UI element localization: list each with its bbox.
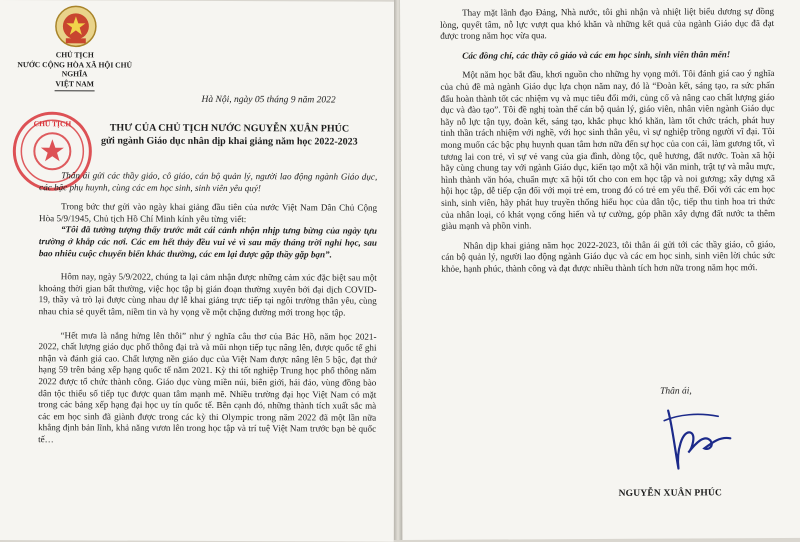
greeting-paragraph: Thân ái gửi các thầy giáo, cô giáo, cán bộ quản lý, người lao động ngành Giáo dục, các bậc phụ huynh, cùng các em học sinh, sinh viên yêu quý! — [39, 170, 378, 193]
signature-name: NGUYỄN XUÂN PHÚC — [618, 488, 723, 499]
letterhead-title: CHỦ TỊCH — [55, 50, 94, 60]
paragraph: Trong bức thư gửi vào ngày khai giảng đầu tiên của nước Việt Nam Dân Chủ Cộng Hòa 5/9/1945, Chủ tịch Hồ Chí Minh kính yêu từng viết: — [39, 201, 378, 224]
right-page — [400, 0, 800, 540]
letterhead — [6, 50, 144, 92]
national-emblem-icon — [54, 4, 98, 48]
letter-title-line1: THƯ CỦA CHỦ TỊCH NƯỚC NGUYỄN XUÂN PHÚC — [109, 122, 350, 135]
letter-title-line2: gửi ngành Giáo dục nhân dịp khai giảng năm học 2022-2023 — [101, 134, 358, 148]
paragraph: Một năm học bắt đầu, khơi nguồn cho những hy vọng mới. Tôi đánh giá cao ý nghĩa của chủ đề mà ngành Giáo dục lựa chọn năm nay, đó là “Đoàn kết, sáng tạo, ra sức phấn đấu hoàn thành tốt các nhiệm vụ và mục tiêu đổi mới, củng cố và nâng cao chất lượng giáo dục và đào tạo”. Tôi đề nghị toàn thể cán bộ quản lý, giáo viên, nhân viên ngành Giáo dục hãy nỗ lực tận tụy, đoàn kết, sáng tạo, khắc phục khó khăn, làm tốt chức trách, phát huy tinh thần trách nhiệm với nghề, với học sinh thân yêu, vì sự nghiệp trồng người vĩ đại. Tôi mong muốn các bậc phụ huynh quan tâm hơn nữa đến sự học của con cái, làm gương tốt, vì tương lai con trẻ, vì sự vẻ vang của gia đình, dòng tộc, quê hương, đất nước. Toàn xã hội hãy cùng chung tay với ngành Giáo dục, kiến tạo một xã hội văn minh, trật tự và mẫu mực, hình thành văn hóa, chuẩn mực xã hội tốt cho con em học tập và noi gương; xây dựng xã hội học tập, dễ tiếp cận đối với mọi trẻ em, trong đó có trẻ em yếu thế. Đối với các em học sinh, sinh viên, hãy phát huy truyền thống hiếu học của dân tộc, tiếp thu tinh hoa tri thức của nhân loại, có khát vọng cống hiến và tự cường, góp phần xây dựng đất nước ta thêm giàu mạnh và phồn vinh. — [440, 68, 776, 231]
letterhead-country: NƯỚC CỘNG HÒA XÃ HỘI CHỦ NGHĨA — [17, 59, 133, 79]
right-body — [440, 6, 775, 275]
letter-title — [79, 122, 379, 148]
paragraph: “Hết mưa là nắng hửng lên thôi” như ý nghĩa câu thơ của Bác Hồ, năm học 2021-2022, chất lượng giáo dục phổ thông đại trà và mũi nhọn tiếp tục nâng lên, được quốc tế ghi nhận và đánh giá cao. Chất lượng nền giáo dục của Việt Nam được nâng lên 5 bậc, đạt thứ hạng 59 trên bảng xếp hạng quốc tế năm 2021. Kỳ thi tốt nghiệp Trung học phổ thông năm 2022 được tổ chức thành công. Giáo dục vùng miền núi, biên giới, hải đảo, vùng đồng bào dân tộc thiểu số tiếp tục được quan tâm mạnh mẽ. Nhiều trường đại học Việt Nam có mặt trong các bảng xếp hạng đại học uy tín quốc tế. Bên cạnh đó, những thành tích xuất sắc mà các em học sinh đã giành được trong các kỳ thi Olympic trong năm 2022 đã một lần nữa khẳng định bản lĩnh, khả năng vươn lên trong học tập và trí tuệ Việt Nam trước bạn bè quốc tế… — [38, 329, 377, 445]
quote-paragraph: “Tôi đã tưởng tượng thấy trước mắt cái cảnh nhộn nhịp tưng bừng của ngày tựu trường ở khắp các nơi. Các em hết thảy đều vui vẻ vì sau mấy tháng trời nghỉ học, sau bao nhiêu cuộc chuyển biến khác thường, các em lại được gặp thầy gặp bạn”. — [38, 224, 378, 260]
salutation-paragraph: Các đồng chí, các thầy cô giáo và các em học sinh, sinh viên thân mến! — [462, 49, 731, 61]
seal-text: CHỦ TỊCH — [33, 119, 72, 129]
paragraph: Nhân dịp khai giảng năm học 2022-2023, tôi thân ái gửi tới các thầy giáo, cô giáo, cán bộ quản lý, người lao động ngành Giáo dục và các em học sinh, sinh viên lời chúc sức khỏe, hạnh phúc, thành công và đạt được nhiều thành tích hơn nữa trong năm học mới. — [441, 238, 776, 274]
closing-text: Thân ái, — [660, 386, 692, 397]
paragraph: Hôm nay, ngày 5/9/2022, chúng ta lại cảm nhận được những cảm xúc đặc biệt sau một khoảng thời gian bất thường, việc học tập bị gián đoạn thường xuyên bởi đại dịch COVID-19, thầy và trò lại được cùng nhau dự lễ khai giảng trực tiếp tại ngôi trường thân yêu, cùng nhau chia sẻ quyết tâm, niềm tin và hy vọng về một chặng đường mới trong học tập. — [38, 271, 377, 318]
letterhead-underline — [55, 91, 95, 92]
handwritten-signature-icon — [638, 390, 758, 481]
left-page — [0, 0, 396, 542]
left-body — [38, 170, 377, 447]
paragraph: Thay mặt lãnh đạo Đảng, Nhà nước, tôi ghi nhận và nhiệt liệt biểu dương sự đồng lòng, quyết tâm, nỗ lực vượt qua khó khăn và những kết quả của ngành Giáo dục đã đạt được trong năm học vừa qua. — [440, 6, 775, 41]
letter-date: Hà Nội, ngày 05 tháng 9 năm 2022 — [201, 94, 336, 106]
letterhead-country-2: VIỆT NAM — [55, 79, 94, 89]
